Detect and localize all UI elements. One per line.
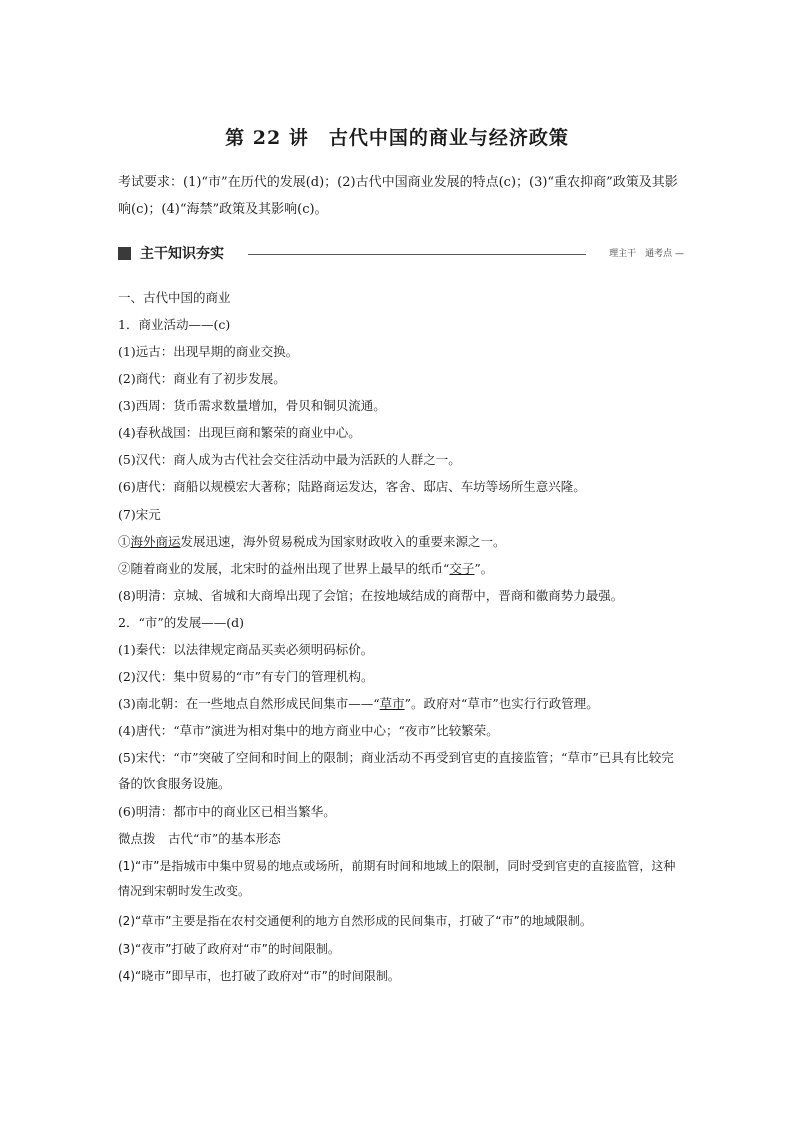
section-heading: 主干知识夯实 [140, 246, 224, 262]
market-qin: (1)秦代：以法律规定商品买卖必须明码标价。 [118, 642, 374, 657]
item-spring-autumn: (4)春秋战国：出现巨商和繁荣的商业中心。 [118, 425, 361, 440]
item-han: (5)汉代：商人成为古代社会交往活动中最为活跃的人群之一。 [118, 452, 461, 467]
item-song-yuan: (7)宋元 [118, 507, 161, 522]
item-ancient: (1)远古：出现早期的商业交换。 [118, 344, 299, 359]
section-header [118, 244, 684, 264]
heading-commerce: 一、古代中国的商业 [118, 290, 231, 305]
market-tang: (4)唐代：“草市”演进为相对集中的地方商业中心；“夜市”比较繁荣。 [118, 723, 499, 738]
page-title: 第 22 讲 古代中国的商业与经济政策 [225, 127, 569, 149]
item-shang: (2)商代：商业有了初步发展。 [118, 371, 286, 386]
item-jiaozi: ②随着商业的发展，北宋时的益州出现了世界上最早的纸币“交子”。 [118, 561, 494, 576]
heading-commercial-activity: 1．商业活动——(c) [118, 317, 231, 332]
market-southern-northern: (3)南北朝：在一些地点自然形成民间集市——“草市”。政府对“草市”也实行行政管理。 [118, 696, 599, 711]
item-overseas-trade: ①海外商运发展迅速，海外贸易税成为国家财政收入的重要来源之一。 [118, 534, 506, 549]
item-ming-qing: (8)明清：京城、省城和大商埠出现了会馆；在按地域结成的商帮中，晋商和徽商势力最强。 [118, 588, 624, 603]
square-bullet-icon [118, 247, 131, 260]
underlined-term: 草市 [379, 696, 405, 711]
underlined-term: 交子 [449, 561, 475, 576]
tip-item-yeshi: (3)“夜市”打破了政府对“市”的时间限制。 [118, 942, 340, 956]
heading-market-development: 2．“市”的发展——(d) [118, 615, 244, 630]
tip-item-caoshi: (2)“草市”主要是指在农村交通便利的地方自然形成的民间集市，打破了“市”的地域限制。 [118, 914, 592, 928]
tip-item-shi: (1)“市”是指城市中集中贸易的地点或场所，前期有时间和地域上的限制，同时受到官吏的直接监管，这种情况到宋朝时发生改变。 [118, 859, 676, 898]
item-tang: (6)唐代：商船以规模宏大著称；陆路商运发达，客舍、邸店、车坊等场所生意兴隆。 [118, 479, 586, 494]
section-tag: 理主干 通考点 — [609, 249, 684, 259]
exam-requirements: 考试要求：(1)“市”在历代的发展(d)；(2)古代中国商业发展的特点(c)；(3)“重农抑商”政策及其影响(c)；(4)“海禁”政策及其影响(c)。 [118, 175, 678, 217]
item-western-zhou: (3)西周：货币需求数量增加，骨贝和铜贝流通。 [118, 398, 386, 413]
underlined-term: 海外商运 [130, 534, 181, 549]
market-ming-qing: (6)明清：都市中的商业区已相当繁华。 [118, 804, 336, 819]
market-han: (2)汉代：集中贸易的“市”有专门的管理机构。 [118, 669, 374, 684]
tip-item-xiaoshi: (4)“晓市”即早市，也打破了政府对“市”的时间限制。 [118, 969, 400, 983]
section-divider [248, 254, 586, 255]
tip-heading: 微点拨 古代“市”的基本形态 [118, 831, 281, 846]
market-song: (5)宋代：“市”突破了空间和时间上的限制；商业活动不再受到官吏的直接监管；“草市”已具有比较完备的饮食服务设施。 [118, 750, 674, 791]
